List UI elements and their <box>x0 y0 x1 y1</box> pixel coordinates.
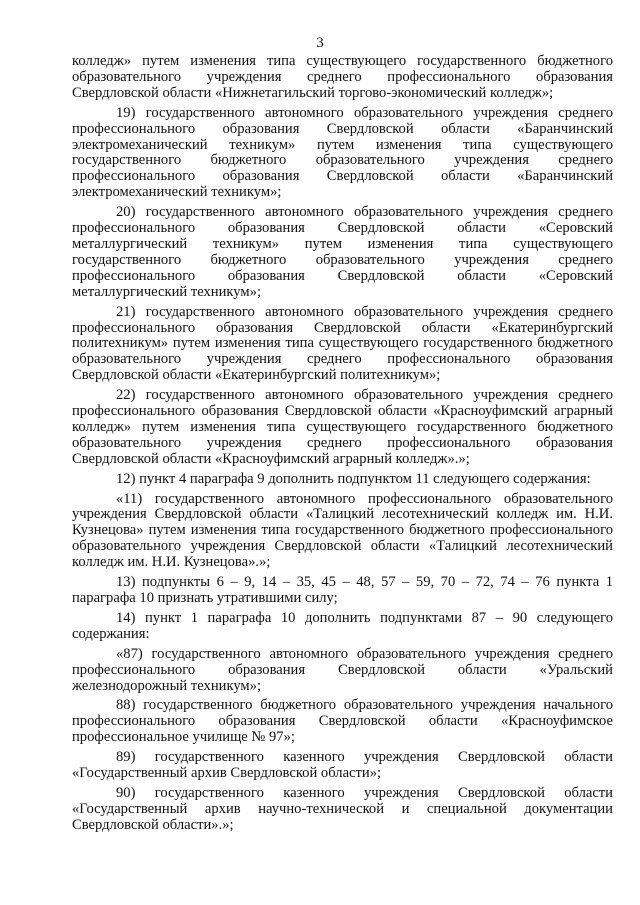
paragraph-point-14: 14) пункт 1 параграфа 10 дополнить подпунктами 87 – 90 следующего содержания: <box>72 609 613 642</box>
paragraph-item-21: 21) государственного автономного образовательного учреждения среднего профессионального образования Свердловской области «Екатеринбургский политехникум» путем изменения типа существующего государственного бюджетного образовательного учреждения среднего профессионального образования Свердловской области «Екатеринбургский политехникум»; <box>72 303 613 384</box>
paragraph-continuation: колледж» путем изменения типа существующего государственного бюджетного образовательного учреждения среднего профессионального образования Свердловской области «Нижнетагильский торгово-экономический колледж»; <box>72 53 613 101</box>
paragraph-item-90: 90) государственного казенного учреждения Свердловской области «Государственный архив научно-технической и специальной документации Свердловской области».»; <box>72 784 613 833</box>
paragraph-point-12: 12) пункт 4 параграфа 9 дополнить подпунктом 11 следующего содержания: <box>116 470 591 487</box>
paragraph-item-11: «11) государственного автономного профессионального образовательного учреждения Свердловской области «Талицкий лесотехнический колледж им. Н.И. Кузнецова» путем изменения типа государственного бюджетного профессионального образовательного учреждения Свердловской области «Талицкий лесотехнический колледж им. Н.И. Кузнецова».»; <box>72 490 613 571</box>
paragraph-item-87: «87) государственного автономного образовательного учреждения среднего профессионального образования Свердловской области «Уральский железнодорожный техникум»; <box>72 645 613 694</box>
paragraph-item-22: 22) государственного автономного образовательного учреждения среднего профессионального образования Свердловской области «Красноуфимский аграрный колледж» путем изменения типа существующего государственного бюджетного образовательного учреждения среднего профессионального образования Свердловской области «Красноуфимский аграрный колледж».»; <box>72 387 613 467</box>
paragraph-item-89: 89) государственного казенного учреждения Свердловской области «Государственный архив Свердловской области»; <box>72 749 613 782</box>
paragraph-item-20: 20) государственного автономного образовательного учреждения среднего профессионального образования Свердловской области «Серовский металлургический техникум» путем изменения типа существующего государственного бюджетного образовательного учреждения среднего профессионального образования Свердловской области «Серовский металлургический техникум»; <box>72 204 613 300</box>
document-body <box>72 54 613 834</box>
paragraph-item-19: 19) государственного автономного образовательного учреждения среднего профессионального образования Свердловской области «Баранчинский электромеханический техникум» путем изменения типа существующего государственного бюджетного образовательного учреждения среднего профессионального образования Свердловской области «Баранчинский электромеханический техникум»; <box>72 104 613 201</box>
paragraph-item-88: 88) государственного бюджетного образовательного учреждения начального профессионального образования Свердловской области «Красноуфимское профессиональное училище № 97»; <box>72 697 613 746</box>
page-number: 3 <box>316 35 324 51</box>
paragraph-point-13: 13) подпункты 6 – 9, 14 – 35, 45 – 48, 57 – 59, 70 – 72, 74 – 76 пункта 1 параграфа 10 признать утратившими силу; <box>72 574 613 606</box>
